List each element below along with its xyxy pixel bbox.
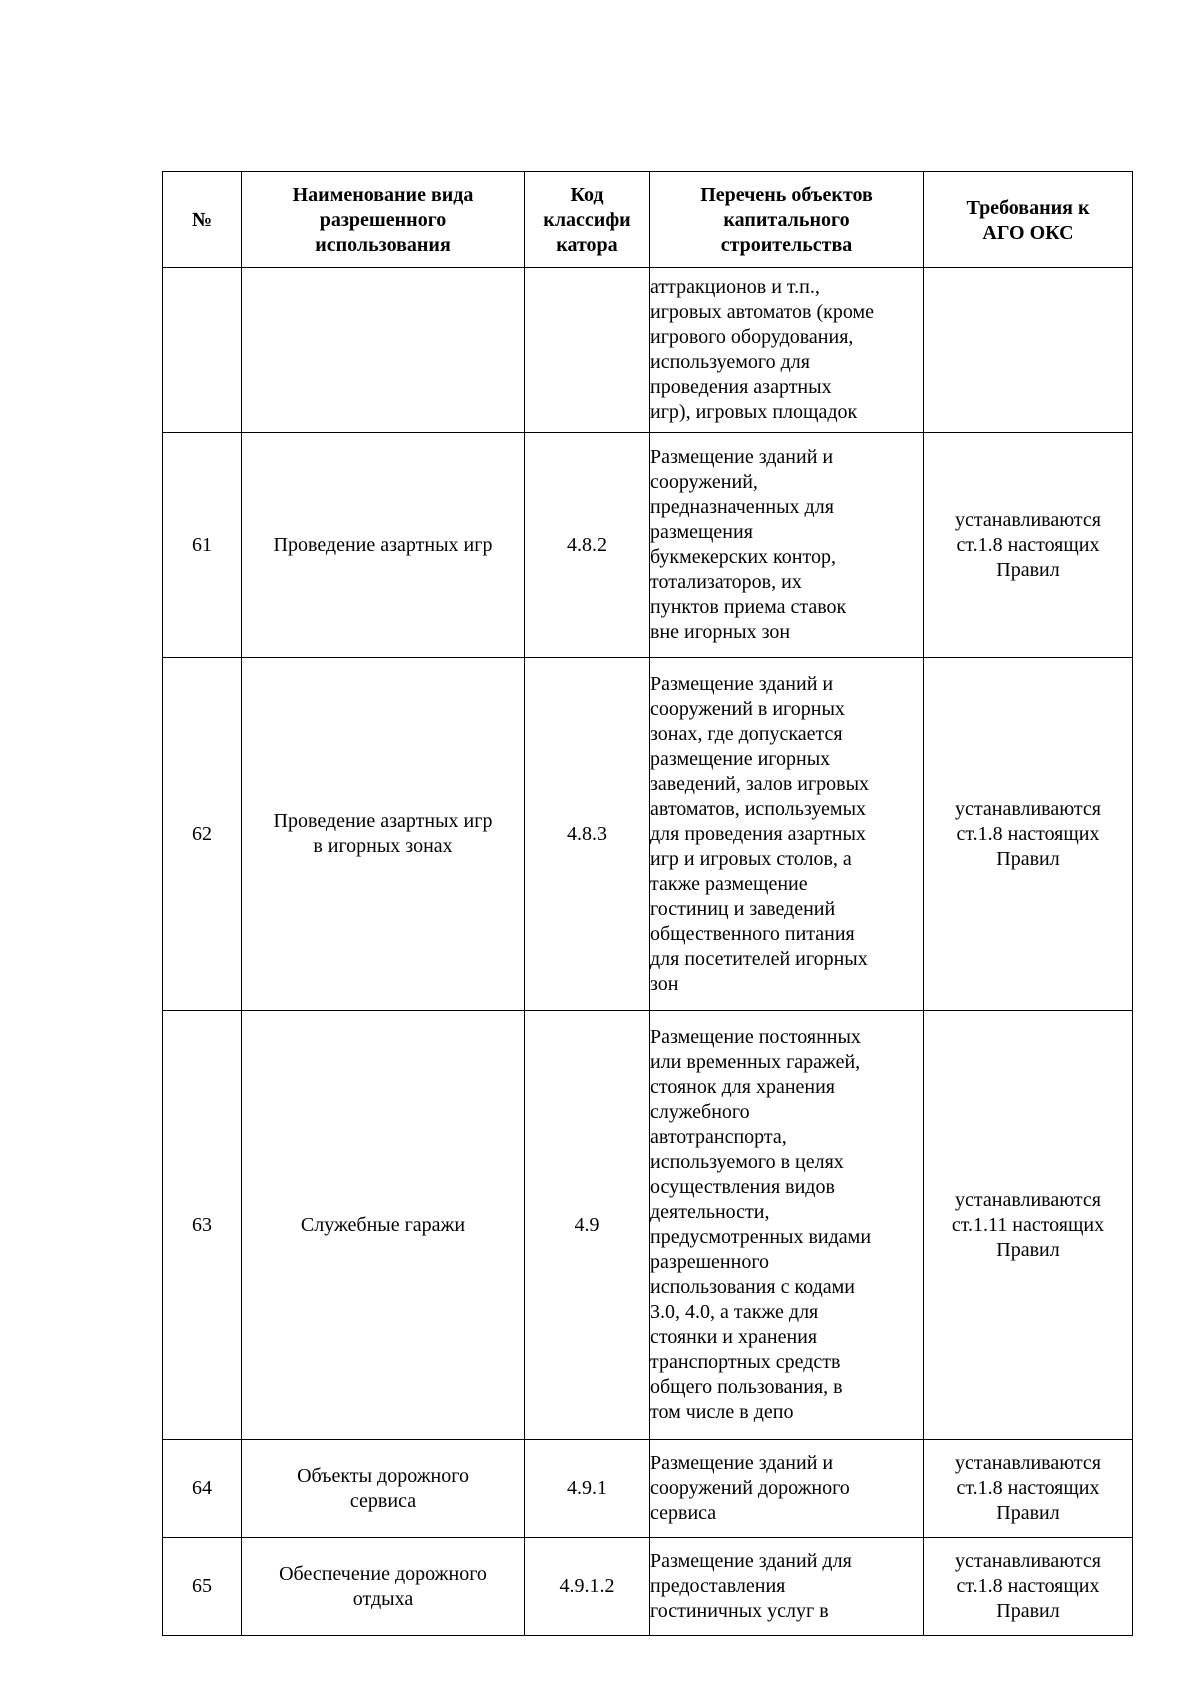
classifier-code-cell (525, 268, 650, 433)
use-name-cell: Обеспечение дорожного отдыха (242, 1538, 525, 1636)
land-use-table (162, 171, 1133, 1636)
classifier-code-cell: 4.9 (525, 1011, 650, 1440)
requirements-cell: устанавливаются ст.1.8 настоящих Правил (924, 433, 1133, 658)
object-list-cell: аттракционов и т.п., игровых автоматов (кроме игрового оборудования, используемого для проведения азартных игр), игровых площадок (650, 268, 924, 433)
use-name-cell: Служебные гаражи (242, 1011, 525, 1440)
use-name-cell: Объекты дорожного сервиса (242, 1440, 525, 1538)
use-name-cell (242, 268, 525, 433)
classifier-code-cell: 4.9.1.2 (525, 1538, 650, 1636)
row-number-cell: 62 (163, 658, 242, 1011)
object-list-cell: Размещение зданий для предоставления гостиничных услуг в (650, 1538, 924, 1636)
row-number-cell: 65 (163, 1538, 242, 1636)
table-row (163, 433, 1133, 658)
table-row (163, 1538, 1133, 1636)
row-number-cell: 61 (163, 433, 242, 658)
requirements-cell: устанавливаются ст.1.8 настоящих Правил (924, 1440, 1133, 1538)
object-list-cell: Размещение зданий и сооружений в игорных зонах, где допускается размещение игорных заведений, залов игровых автоматов, используемых для проведения азартных игр и игровых столов, а также размещение гостиниц и заведений общественного питания для посетителей игорных зон (650, 658, 924, 1011)
object-list-cell: Размещение зданий и сооружений, предназначенных для размещения букмекерских контор, тотализаторов, их пунктов приема ставок вне игорных зон (650, 433, 924, 658)
requirements-cell: устанавливаются ст.1.8 настоящих Правил (924, 658, 1133, 1011)
header-object-list: Перечень объектов капитального строительства (650, 172, 924, 268)
table-header-row (163, 172, 1133, 268)
classifier-code-cell: 4.9.1 (525, 1440, 650, 1538)
classifier-code-cell: 4.8.2 (525, 433, 650, 658)
row-number-cell: 64 (163, 1440, 242, 1538)
header-use-name: Наименование вида разрешенного использования (242, 172, 525, 268)
use-name-cell: Проведение азартных игр (242, 433, 525, 658)
requirements-cell (924, 268, 1133, 433)
row-number-cell: 63 (163, 1011, 242, 1440)
requirements-cell: устанавливаются ст.1.11 настоящих Правил (924, 1011, 1133, 1440)
header-classifier-code: Код классифи катора (525, 172, 650, 268)
table-row (163, 1011, 1133, 1440)
table-row (163, 1440, 1133, 1538)
table-row (163, 268, 1133, 433)
header-number: № (163, 172, 242, 268)
row-number-cell (163, 268, 242, 433)
header-requirements: Требования к АГО ОКС (924, 172, 1133, 268)
table-row (163, 658, 1133, 1011)
use-name-cell: Проведение азартных игр в игорных зонах (242, 658, 525, 1011)
requirements-cell: устанавливаются ст.1.8 настоящих Правил (924, 1538, 1133, 1636)
object-list-cell: Размещение постоянных или временных гаражей, стоянок для хранения служебного автотранспорта, используемого в целях осуществления видов деятельности, предусмотренных видами разрешенного использования с кодами 3.0, 4.0, а также для стоянки и хранения транспортных средств общего пользования, в том числе в депо (650, 1011, 924, 1440)
object-list-cell: Размещение зданий и сооружений дорожного сервиса (650, 1440, 924, 1538)
classifier-code-cell: 4.8.3 (525, 658, 650, 1011)
